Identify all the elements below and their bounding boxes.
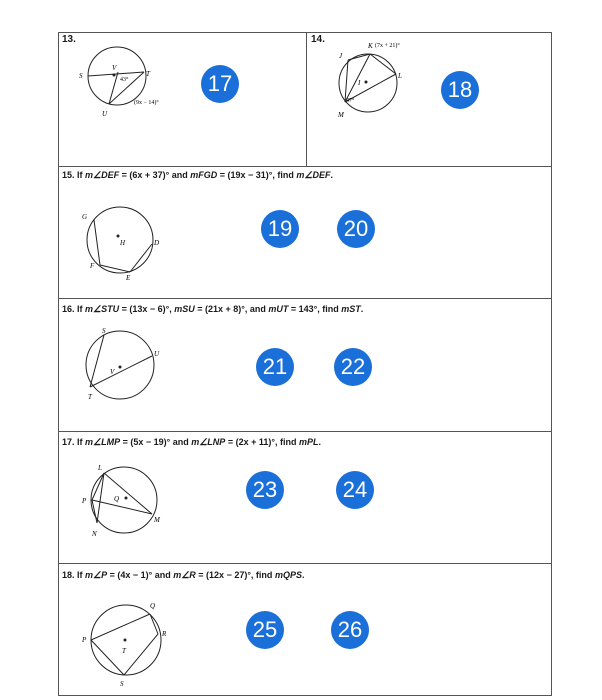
answer-badge-20: 20 — [337, 210, 375, 248]
label-g: G — [82, 213, 88, 221]
label-s: S — [102, 327, 106, 335]
problem-15-diagram — [78, 200, 168, 285]
label-s: S — [120, 680, 124, 688]
label-t: T — [122, 647, 126, 655]
label-t: T — [88, 393, 92, 401]
label-e: E — [126, 274, 131, 282]
problem-14-number: 14. — [311, 34, 325, 45]
label-m: M — [338, 111, 344, 119]
arc-label-13: (9x − 14)° — [134, 100, 159, 106]
label-v: V — [110, 368, 115, 376]
problem-18-diagram — [80, 598, 172, 688]
problem-17-diagram — [80, 460, 172, 540]
label-k: K — [368, 42, 373, 50]
answer-badge-24: 24 — [336, 471, 374, 509]
answer-badge-21: 21 — [256, 348, 294, 386]
answer-badge-19: 19 — [261, 210, 299, 248]
problem-13-number: 13. — [62, 34, 76, 45]
answer-badge-25: 25 — [246, 611, 284, 649]
problem-14-diagram — [326, 36, 421, 122]
label-h: H — [120, 239, 126, 247]
label-q: Q — [150, 602, 156, 610]
label-f: F — [90, 262, 95, 270]
label-m: M — [154, 516, 160, 524]
label-p: P — [82, 497, 87, 505]
arc-label-14: (7x + 21)° — [375, 43, 400, 49]
label-j: J — [339, 52, 343, 60]
label-s: S — [79, 72, 83, 80]
answer-badge-26: 26 — [331, 611, 369, 649]
answer-badge-18: 18 — [441, 71, 479, 109]
label-l: L — [98, 464, 102, 472]
problem-13-diagram — [62, 42, 182, 122]
angle-47: 47° — [346, 98, 355, 104]
label-l: L — [398, 72, 402, 80]
problem-18-text: 18. If m∠P = (4x − 1)° and m∠R = (12x − 27)°, find mQPS. — [62, 570, 305, 580]
label-p: P — [82, 636, 87, 644]
answer-badge-17: 17 — [201, 65, 239, 103]
problem-15-text: 15. If m∠DEF = (6x + 37)° and mFGD = (19x − 31)°, find m∠DEF. — [62, 170, 333, 180]
problem-16-diagram — [80, 325, 170, 407]
label-n: N — [92, 530, 97, 538]
label-u: U — [102, 110, 108, 118]
label-t: T — [146, 70, 150, 78]
label-q: Q — [114, 495, 120, 503]
answer-badge-22: 22 — [334, 348, 372, 386]
label-i: I — [358, 79, 361, 87]
label-v: V — [112, 64, 117, 72]
problem-17-text: 17. If m∠LMP = (5x − 19)° and m∠LNP = (2x + 11)°, find mPL. — [62, 437, 321, 447]
label-d: D — [154, 239, 160, 247]
label-r: R — [162, 630, 167, 638]
problem-16-text: 16. If m∠STU = (13x − 6)°, mSU = (21x + 8)°, and mUT = 143°, find mST. — [62, 304, 364, 314]
angle-43: 43° — [120, 77, 129, 83]
answer-badge-23: 23 — [246, 471, 284, 509]
label-u: U — [154, 350, 160, 358]
